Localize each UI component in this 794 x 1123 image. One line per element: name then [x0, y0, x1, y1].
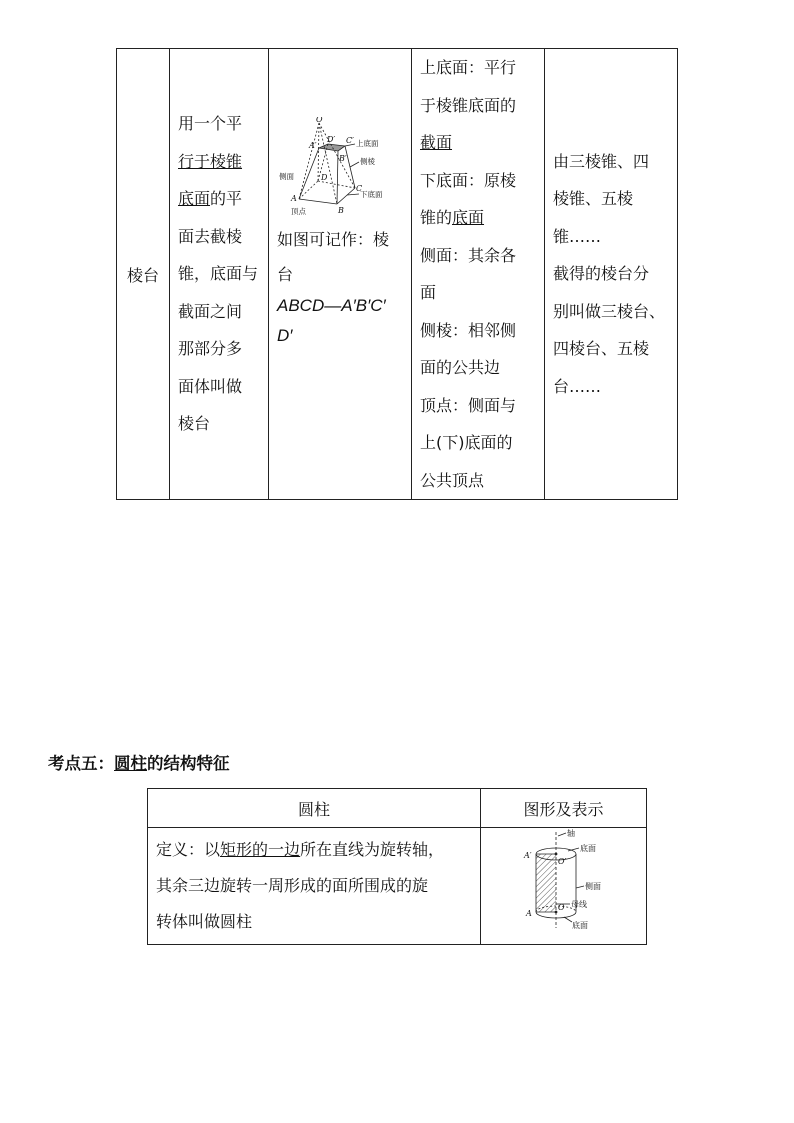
heading-underlined: 圆柱 — [114, 754, 147, 773]
figure-caption: 如图可记作：棱 — [277, 229, 390, 249]
class-line: 截得的棱台分 — [553, 264, 650, 284]
heading-prefix: 考点五： — [48, 754, 114, 773]
frustum-table — [116, 48, 678, 500]
def-prefix: 定义：以 — [156, 840, 221, 859]
cylinder-col2-header: 图形及表示 — [481, 789, 647, 828]
parts-line: 顶点：侧面与 — [420, 395, 517, 415]
frustum-classification — [545, 143, 677, 406]
frustum-name-cell — [117, 49, 170, 500]
section5-heading — [48, 750, 230, 774]
label-B1: B′ — [339, 153, 347, 163]
frustum-classification-cell — [545, 49, 678, 500]
def-line: 用一个平 — [178, 114, 243, 134]
def-line: 的平 — [210, 189, 243, 209]
def-line: 那部分多 — [178, 339, 243, 359]
cylinder-definition-cell — [148, 828, 481, 945]
label-lateral-face: 侧面 — [584, 882, 601, 891]
label-C1: C′ — [346, 135, 354, 145]
class-line: 由三棱锥、四 — [553, 151, 650, 171]
parts-line: 面 — [420, 283, 437, 302]
label-bottom-base: 下底面 — [360, 189, 383, 199]
label-A: A — [291, 193, 297, 203]
label-O1: O′ — [557, 857, 566, 866]
label-lateral-face: 侧面 — [279, 171, 294, 181]
frustum-parts — [412, 49, 544, 499]
label-O: O — [316, 116, 323, 124]
label-axis: 轴 — [566, 829, 575, 838]
parts-line: 于棱锥底面的 — [420, 95, 517, 115]
def-line: 锥，底面与 — [178, 264, 259, 284]
label-D: D — [321, 172, 328, 182]
def-line: 转体叫做圆柱 — [156, 912, 253, 931]
frustum-parts-cell — [412, 49, 545, 500]
label-A: A — [525, 909, 532, 918]
parts-underlined: 截面 — [420, 133, 453, 152]
label-lateral-edge: 侧棱 — [360, 156, 375, 166]
frustum-notation: ABCD—A′B′C′ — [277, 296, 386, 316]
frustum-figure-cell — [269, 49, 412, 500]
parts-line: 锥的 — [420, 208, 453, 227]
def-line: 面去截棱 — [178, 226, 243, 246]
cylinder-diagram — [504, 828, 624, 940]
label-B: B — [338, 205, 344, 215]
label-bottom-base: 底面 — [571, 921, 588, 930]
label-A1: A′ — [523, 851, 532, 860]
label-top-base: 底面 — [579, 844, 596, 853]
frustum-name: 棱台 — [126, 265, 159, 285]
class-line: 锥…… — [553, 226, 602, 246]
label-vertex: 顶点 — [291, 206, 306, 216]
heading-suffix: 的结构特征 — [147, 754, 230, 773]
cylinder-definition — [148, 832, 480, 940]
class-line: 台…… — [553, 376, 602, 396]
parts-line: 面的公共边 — [420, 358, 501, 377]
label-C: C — [356, 183, 363, 193]
parts-line: 侧棱：相邻侧 — [420, 320, 517, 340]
label-top-base: 上底面 — [356, 138, 379, 148]
label-D1: D′ — [327, 134, 336, 144]
class-line: 棱锥、五棱 — [553, 189, 634, 209]
frustum-notation: D′ — [277, 326, 293, 346]
cylinder-col1-header: 圆柱 — [148, 789, 481, 828]
label-O: O — [557, 903, 565, 912]
label-generatrix: 母线 — [570, 900, 587, 909]
cylinder-table — [147, 788, 647, 945]
def-underlined: 行于棱锥 — [178, 151, 243, 171]
parts-line: 公共顶点 — [420, 470, 485, 490]
def-underlined: 矩形的一边 — [220, 840, 301, 859]
parts-line: 上底面：平行 — [420, 58, 517, 77]
parts-line: 侧面：其余各 — [420, 245, 517, 265]
def-underlined: 底面 — [178, 189, 211, 209]
def-line: 截面之间 — [178, 301, 243, 321]
label-A1: A′ — [309, 140, 317, 150]
def-mid: 所在直线为旋转轴， — [300, 840, 445, 859]
class-line: 四棱台、五棱 — [553, 339, 650, 359]
frustum-definition-cell — [170, 49, 269, 500]
cylinder-figure-cell — [481, 828, 647, 945]
parts-line: 上(下)底面的 — [420, 433, 513, 452]
parts-underlined: 底面 — [452, 208, 485, 227]
def-line: 其余三边旋转一周形成的面所围成的旋 — [156, 876, 429, 895]
def-line: 棱台 — [178, 414, 211, 434]
frustum-diagram — [277, 117, 397, 217]
frustum-definition — [170, 105, 268, 443]
figure-caption: 台 — [277, 265, 294, 285]
parts-line: 下底面：原棱 — [420, 170, 517, 190]
def-line: 面体叫做 — [178, 376, 243, 396]
class-line: 别叫做三棱台、 — [553, 301, 666, 321]
